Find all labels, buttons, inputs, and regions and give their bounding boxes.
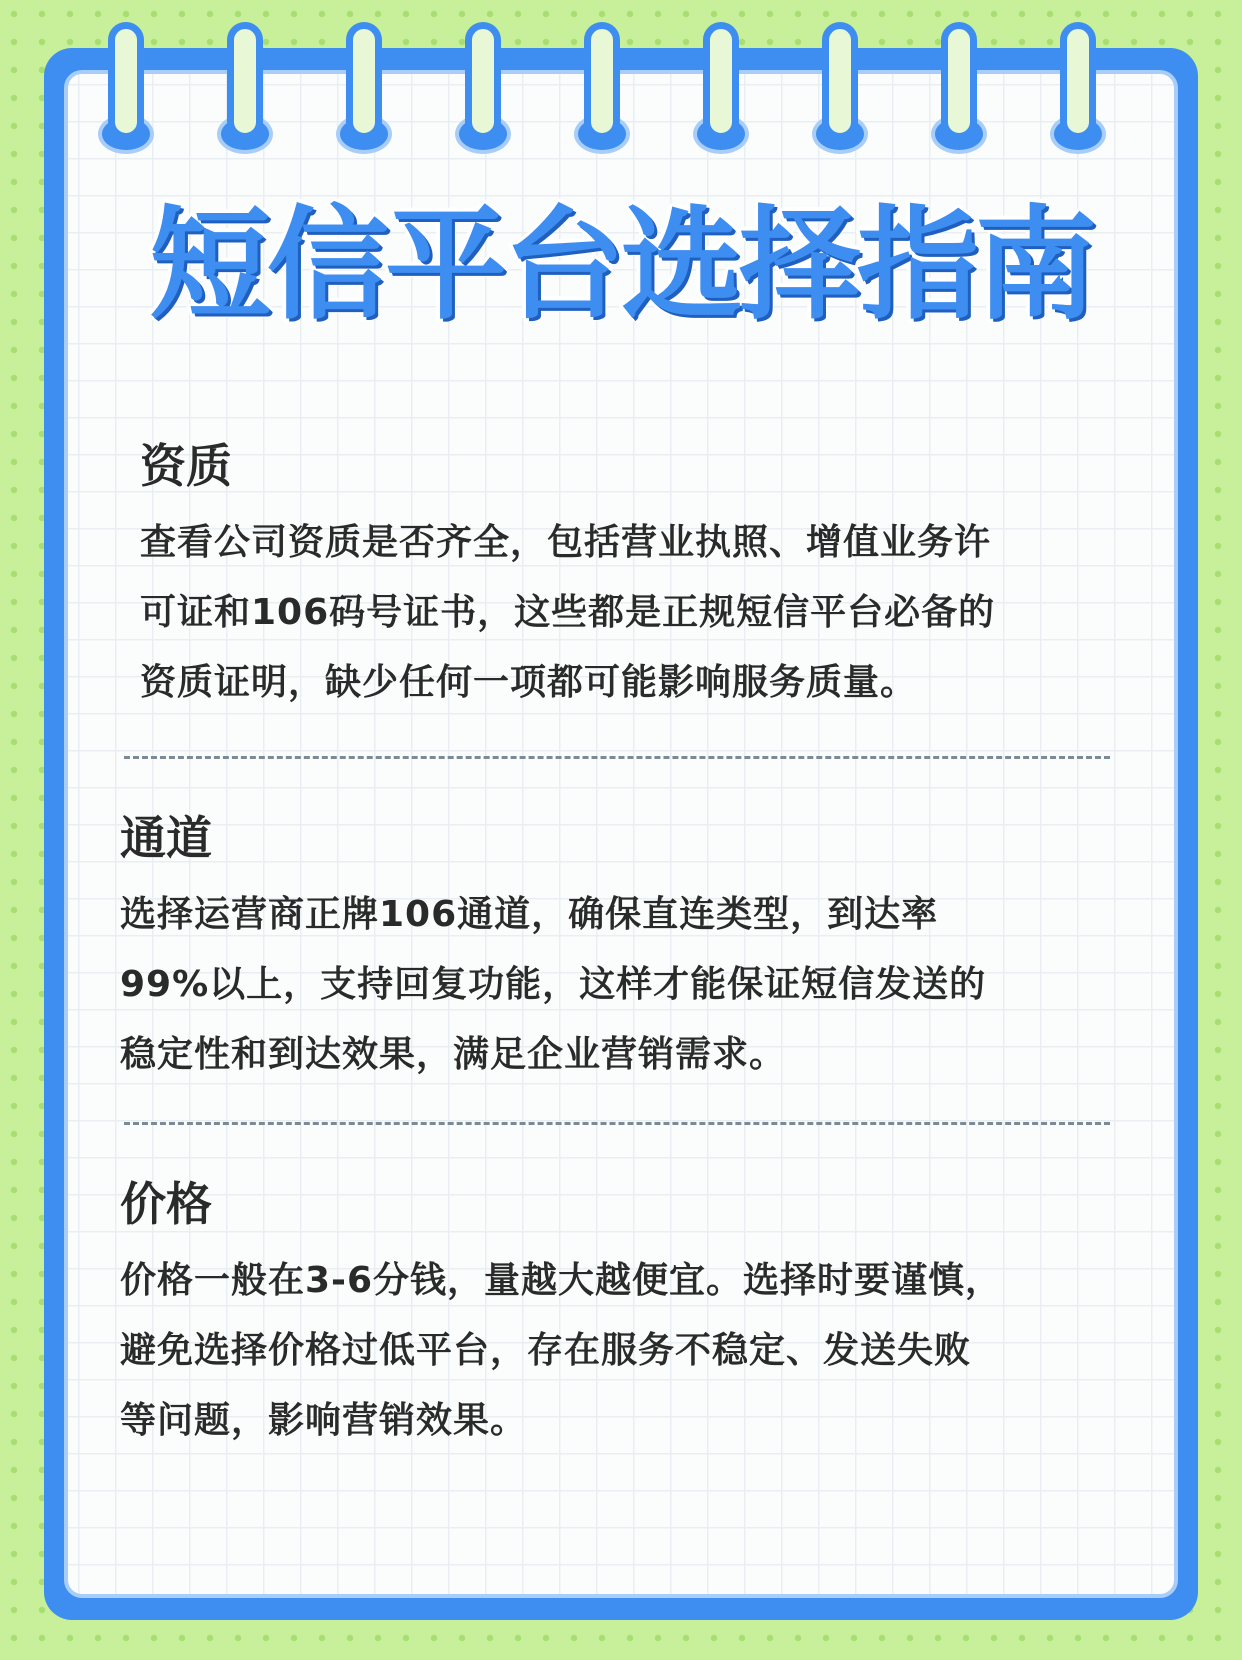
binder-ring [108,22,144,140]
body-line: 可证和106码号证书，这些都是正规短信平台必备的 [140,592,996,633]
binder-ring [822,22,858,140]
page-title: 短信平台选择指南 [149,194,1093,336]
binder-ring [703,22,739,140]
body-line: 稳定性和到达效果，满足企业营销需求。 [120,1034,787,1075]
body-line: 避免选择价格过低平台，存在服务不稳定、发送失败 [120,1330,972,1371]
dashed-divider [124,756,1110,759]
binder-ring-icon [94,0,158,160]
binder-ring-icon [332,0,396,160]
binder-ring-icon [927,0,991,160]
body-line: 等问题，影响营销效果。 [120,1400,528,1441]
section-heading-qualification: 资质 [140,439,232,493]
section-body-price [120,1246,1002,1456]
binder-ring-icon [570,0,634,160]
section-body-qualification [140,508,995,718]
binder-ring [227,22,263,140]
binder-ring-icon [451,0,515,160]
section-heading-channel: 通道 [120,811,212,865]
body-line: 价格一般在3-6分钱，量越大越便宜。选择时要谨慎， [120,1260,1003,1301]
section-body-channel [120,880,986,1090]
body-line: 99%以上，支持回复功能，这样才能保证短信发送的 [120,964,987,1005]
binder-ring [346,22,382,140]
binder-ring [584,22,620,140]
binder-ring-icon [808,0,872,160]
binder-ring [1060,22,1096,140]
binder-ring-icon [213,0,277,160]
section-heading-price: 价格 [120,1177,212,1231]
body-line: 查看公司资质是否齐全，包括营业执照、增值业务许 [140,522,992,563]
binder-ring [465,22,501,140]
body-line: 资质证明，缺少任何一项都可能影响服务质量。 [140,662,918,703]
binder-ring-icon [1046,0,1110,160]
binder-ring [941,22,977,140]
dashed-divider [124,1122,1110,1125]
binder-ring-icon [689,0,753,160]
body-line: 选择运营商正牌106通道，确保直连类型，到达率 [120,894,939,935]
